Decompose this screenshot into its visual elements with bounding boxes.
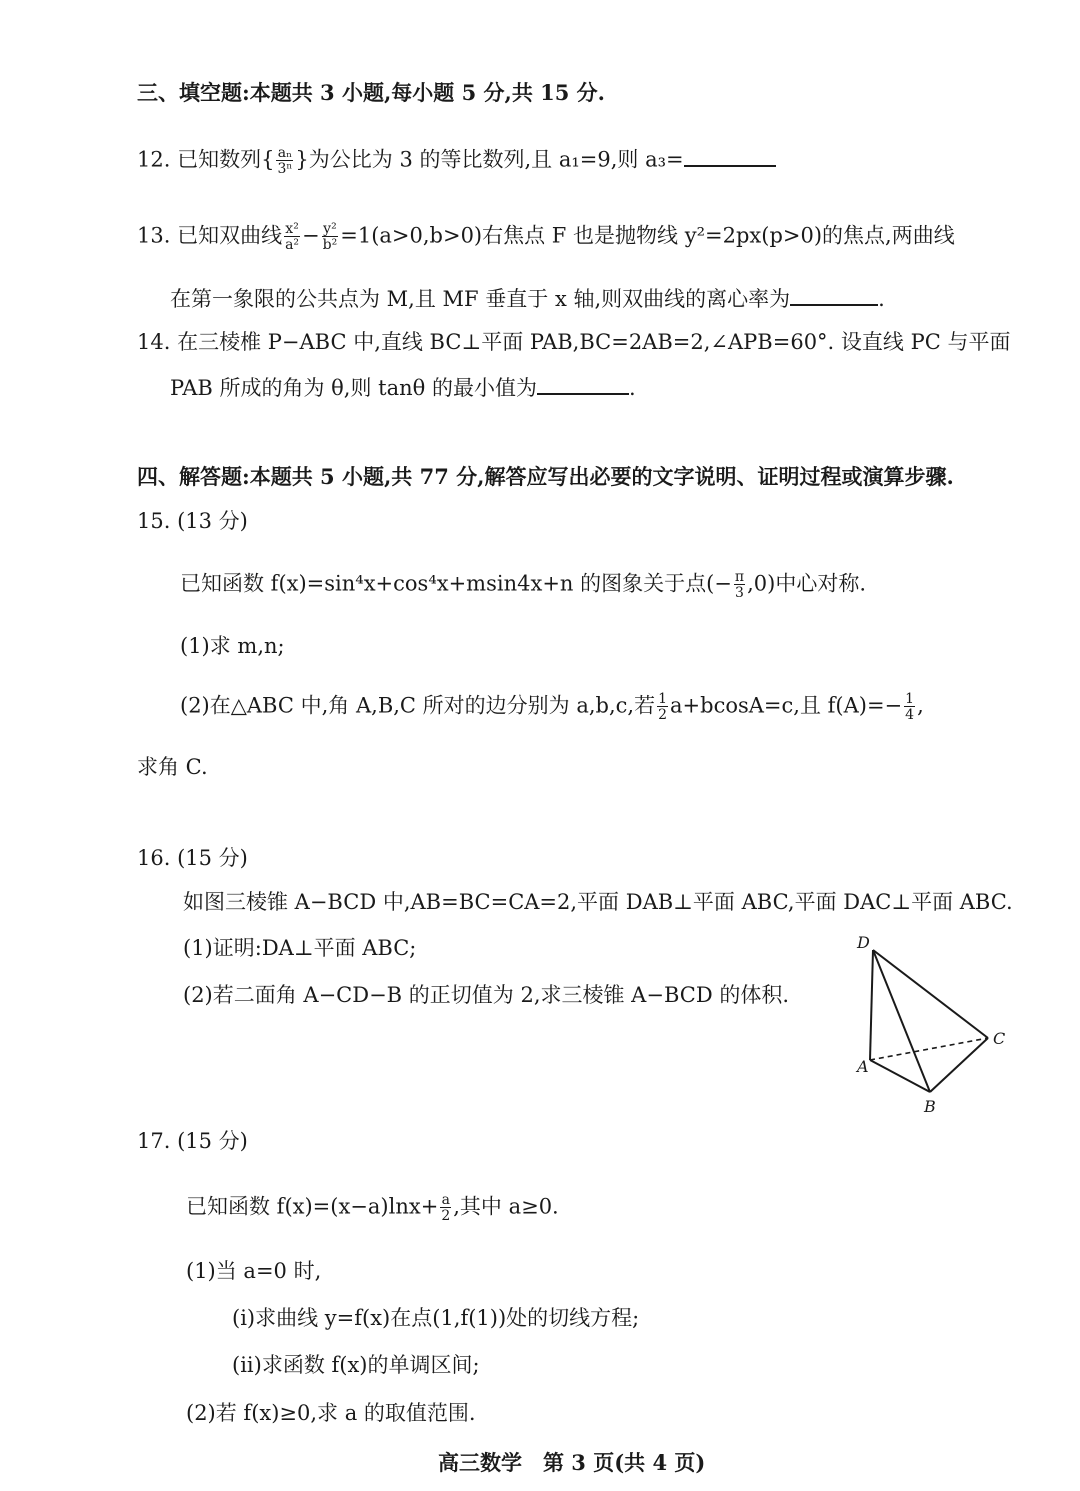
q17-stem bbox=[186, 1193, 559, 1223]
q13-fraction-2 bbox=[322, 222, 339, 252]
q15-p2-den2: 4 bbox=[905, 707, 915, 723]
q14-line2: PAB 所成的角为 θ,则 tanθ 的最小值为 bbox=[170, 376, 537, 400]
q15-stem-den: 3 bbox=[735, 585, 744, 601]
q12-pre: 12. 已知数列{ bbox=[137, 147, 275, 172]
q17-part-1-ii: (ii)求函数 f(x)的单调区间; bbox=[232, 1353, 480, 1377]
q17-stem-num: a bbox=[441, 1192, 450, 1208]
q13-pre: 13. 已知双曲线 bbox=[137, 223, 283, 248]
q15-stem-num: π bbox=[734, 569, 745, 585]
q13-f1-den: a² bbox=[285, 237, 300, 253]
label-B: B bbox=[924, 1097, 936, 1116]
q12-answer-blank bbox=[684, 149, 776, 167]
q15-p2-mid: a+bcosA=c,且 f(A)=− bbox=[670, 693, 903, 718]
page-footer: 高三数学 第 3 页(共 4 页) bbox=[438, 1450, 706, 1475]
q14-answer-blank bbox=[537, 377, 629, 395]
q13-f2-num: y² bbox=[323, 221, 337, 237]
q13-f1-num: x² bbox=[285, 221, 299, 237]
q12-post: }为公比为 3 的等比数列,且 a₁=9,则 a₃= bbox=[295, 147, 684, 172]
q15-p2-den: 2 bbox=[658, 707, 668, 723]
q15-stem bbox=[180, 570, 866, 600]
question-13-line-1 bbox=[137, 222, 955, 252]
q16-header: 16. (15 分) bbox=[137, 846, 248, 870]
section-3-title: 三、填空题:本题共 3 小题,每小题 5 分,共 15 分. bbox=[137, 80, 605, 105]
q17-part-1-i: (i)求曲线 y=f(x)在点(1,f(1))处的切线方程; bbox=[232, 1306, 640, 1330]
q17-part-2: (2)若 f(x)≥0,求 a 的取值范围. bbox=[186, 1401, 476, 1425]
q15-part-1: (1)求 m,n; bbox=[180, 634, 285, 658]
question-13-line-2 bbox=[170, 288, 885, 310]
q13-post: =1(a>0,b>0)右焦点 F 也是抛物线 y²=2px(p>0)的焦点,两曲线 bbox=[340, 223, 955, 248]
q13-line2: 在第一象限的公共点为 M,且 MF 垂直于 x 轴,则双曲线的离心率为 bbox=[170, 287, 791, 311]
q15-stem-fraction bbox=[734, 570, 745, 600]
q15-p2-fraction-2 bbox=[904, 692, 915, 722]
q17-stem-fraction bbox=[440, 1193, 451, 1223]
tetrahedron-diagram bbox=[848, 930, 1028, 1120]
q17-part-1: (1)当 a=0 时, bbox=[186, 1259, 322, 1283]
q15-part-2-line-2: 求角 C. bbox=[137, 755, 208, 779]
q13-answer-blank bbox=[790, 288, 878, 306]
edge-BC bbox=[930, 1038, 988, 1092]
q15-stem-pre: 已知函数 f(x)=sin⁴x+cos⁴x+msin4x+n 的图象关于点(− bbox=[180, 571, 732, 596]
q17-stem-den: 2 bbox=[441, 1208, 451, 1224]
edge-DA bbox=[870, 950, 873, 1060]
edge-AB bbox=[870, 1060, 930, 1092]
question-14-line-1: 14. 在三棱椎 P−ABC 中,直线 BC⊥平面 PAB,BC=2AB=2,∠APB=60°. 设直线 PC 与平面 bbox=[137, 330, 1011, 354]
label-D: D bbox=[857, 933, 870, 952]
q13-fraction-1 bbox=[284, 222, 300, 252]
edge-AC-hidden bbox=[870, 1038, 988, 1060]
q16-part-1: (1)证明:DA⊥平面 ABC; bbox=[183, 936, 417, 960]
q17-header: 17. (15 分) bbox=[137, 1129, 248, 1153]
q12-frac-den: 3ⁿ bbox=[277, 161, 293, 177]
label-C: C bbox=[993, 1029, 1006, 1048]
q15-part-2 bbox=[180, 692, 924, 722]
q16-stem: 如图三棱锥 A−BCD 中,AB=BC=CA=2,平面 DAB⊥平面 ABC,平面 DAC⊥平面 ABC. bbox=[183, 890, 1013, 914]
q12-frac-num: aₙ bbox=[277, 145, 293, 161]
question-14-line-2 bbox=[170, 377, 636, 399]
q15-p2-pre: (2)在△ABC 中,角 A,B,C 所对的边分别为 a,b,c,若 bbox=[180, 693, 656, 718]
q15-stem-post: ,0)中心对称. bbox=[747, 571, 867, 596]
q15-p2-end: , bbox=[917, 693, 924, 718]
question-12 bbox=[137, 146, 776, 176]
q15-header: 15. (13 分) bbox=[137, 509, 248, 533]
q13-f2-den: b² bbox=[322, 237, 338, 253]
q15-p2-num: 1 bbox=[658, 691, 668, 707]
q13-minus: − bbox=[302, 223, 320, 248]
q13-line2-end: . bbox=[878, 287, 885, 311]
q14-line2-end: . bbox=[628, 376, 636, 400]
q15-p2-fraction-1 bbox=[657, 692, 668, 722]
label-A: A bbox=[857, 1057, 869, 1076]
q17-stem-post: ,其中 a≥0. bbox=[453, 1194, 559, 1219]
q16-part-2: (2)若二面角 A−CD−B 的正切值为 2,求三棱锥 A−BCD 的体积. bbox=[183, 983, 790, 1007]
q17-stem-pre: 已知函数 f(x)=(x−a)lnx+ bbox=[186, 1194, 439, 1219]
section-4-title: 四、解答题:本题共 5 小题,共 77 分,解答应写出必要的文字说明、证明过程或演算步骤. bbox=[137, 464, 954, 489]
q15-p2-num2: 1 bbox=[905, 691, 915, 707]
q12-fraction bbox=[276, 146, 293, 176]
